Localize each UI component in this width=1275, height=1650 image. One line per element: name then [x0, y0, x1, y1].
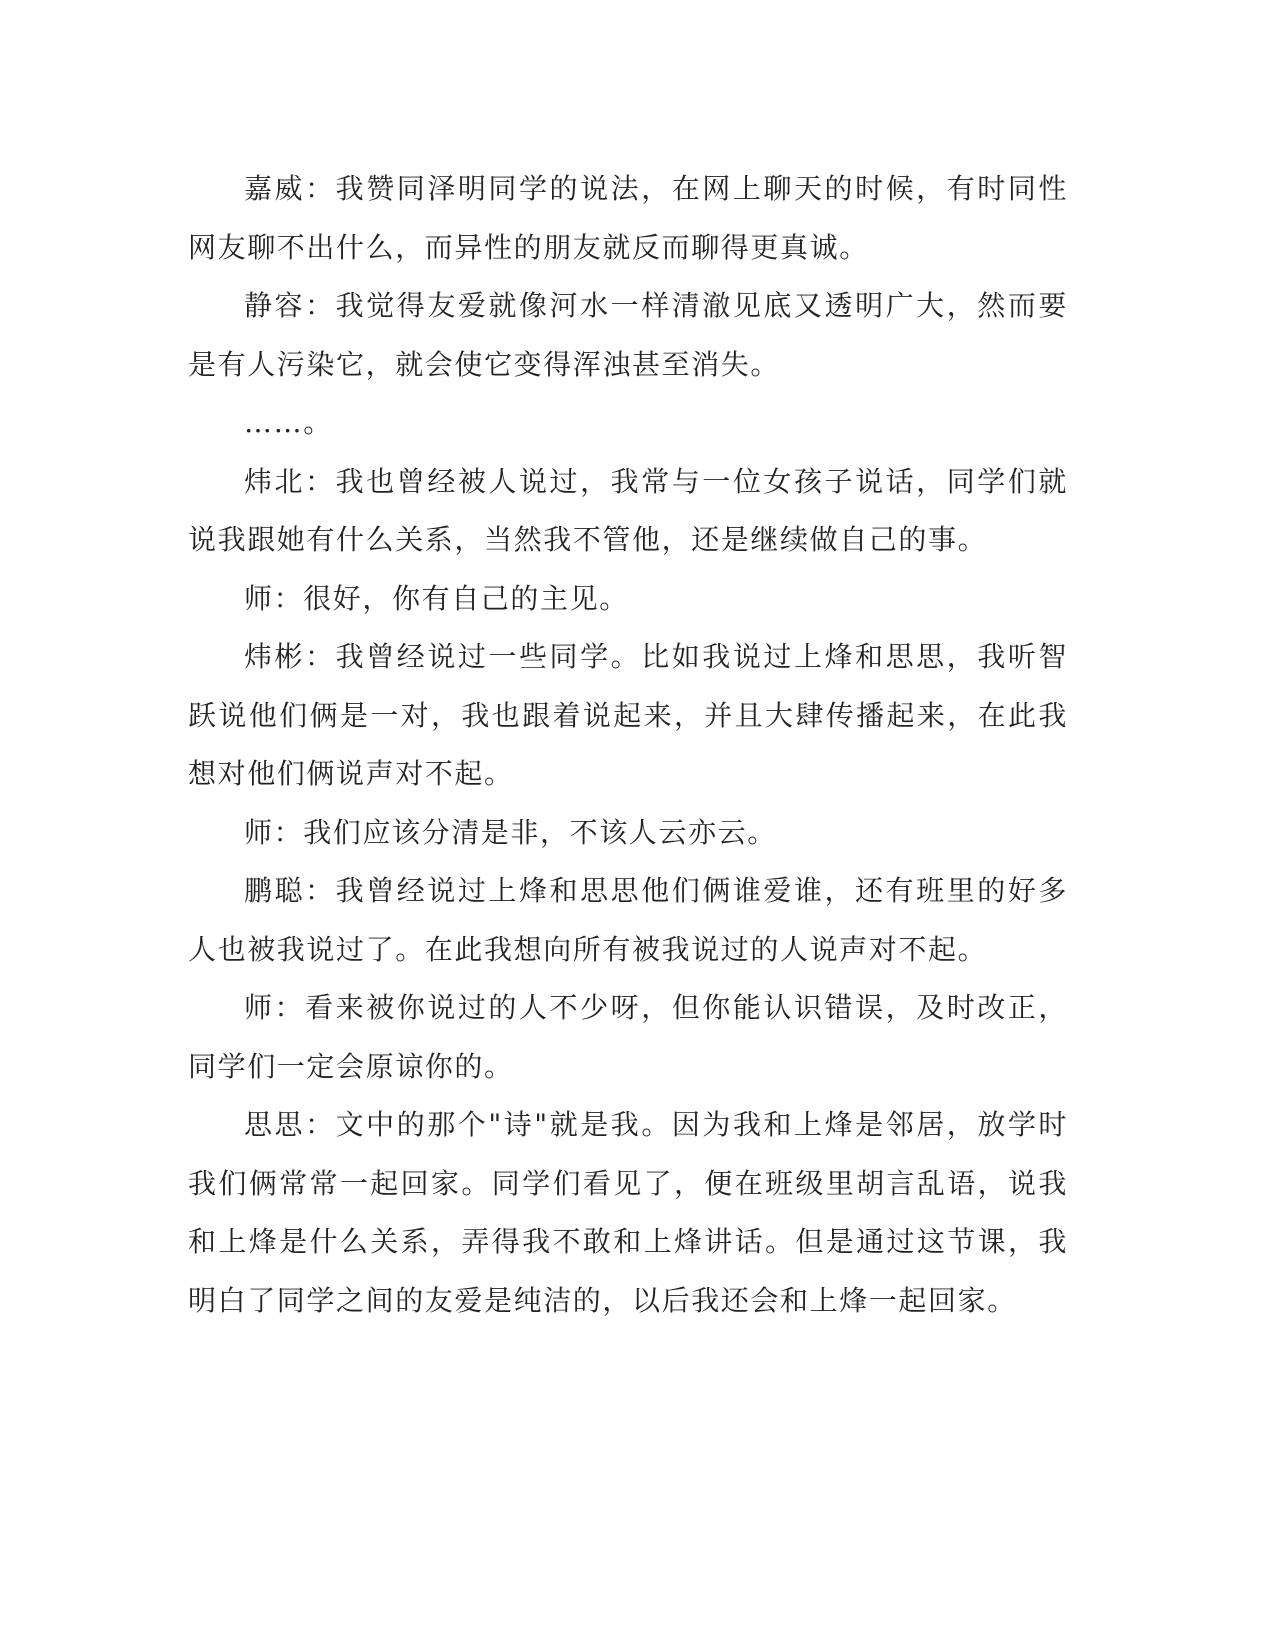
paragraph-teacher-2: 师：我们应该分清是非，不该人云亦云。 — [244, 815, 777, 849]
paragraph-teacher-3: 师：看来被你说过的人不少呀，但你能认识错误，及时改正，同学们一定会原谅你的。 — [188, 991, 1068, 1083]
paragraph-weibei: 炜北：我也曾经被人说过，我常与一位女孩子说话，同学们就说我跟她有什么关系，当然我不管他，还是继续做自己的事。 — [188, 464, 1068, 556]
paragraph-jingrong: 静容：我觉得友爱就像河水一样清澈见底又透明广大，然而要是有人污染它，就会使它变得浑浊甚至消失。 — [188, 289, 1068, 381]
paragraph-teacher-1: 师：很好，你有自己的主见。 — [244, 581, 629, 615]
document-body — [188, 160, 1068, 1330]
paragraph-ellipsis: ……。 — [244, 406, 333, 439]
paragraph-pengcong: 鹏聪：我曾经说过上烽和思思他们俩谁爱谁，还有班里的好多人也被我说过了。在此我想向所有被我说过的人说声对不起。 — [188, 874, 1068, 966]
paragraph-sisi: 思思：文中的那个"诗"就是我。因为我和上烽是邻居，放学时我们俩常常一起回家。同学们看见了，便在班级里胡言乱语，说我和上烽是什么关系，弄得我不敢和上烽讲话。但是通过这节课，我明白了同学之间的友爱是纯洁的，以后我还会和上烽一起回家。 — [188, 1108, 1068, 1317]
paragraph-jiawei: 嘉威：我赞同泽明同学的说法，在网上聊天的时候，有时同性网友聊不出什么，而异性的朋友就反而聊得更真诚。 — [188, 172, 1068, 264]
paragraph-weibin: 炜彬：我曾经说过一些同学。比如我说过上烽和思思，我听智跃说他们俩是一对，我也跟着说起来，并且大肆传播起来，在此我想对他们俩说声对不起。 — [188, 640, 1068, 790]
